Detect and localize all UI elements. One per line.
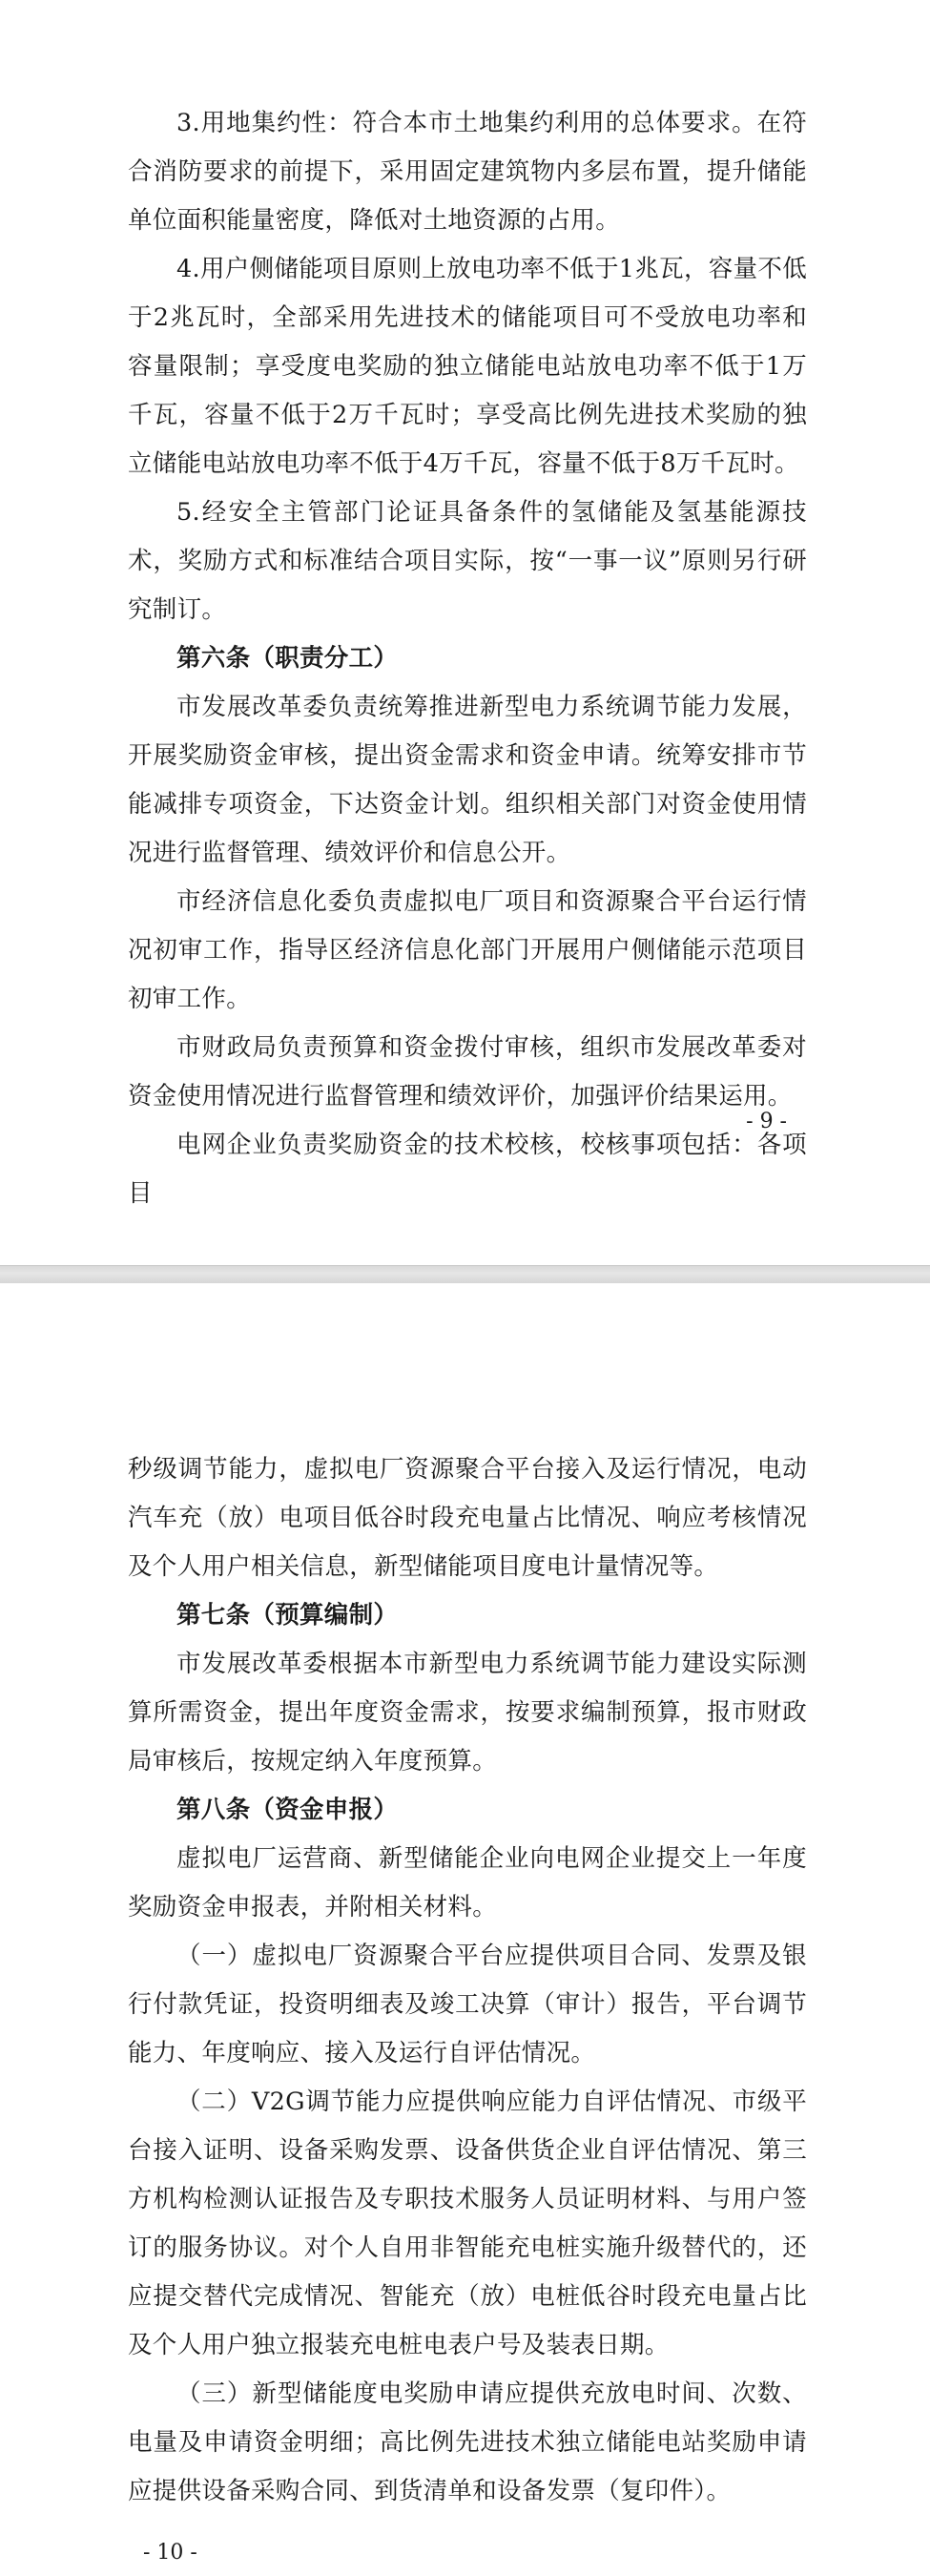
article-7-heading: 第七条（预算编制） [176, 1601, 399, 1630]
paragraph-hydrogen-storage: 5.经安全主管部门论证具备条件的氢储能及氢基能源技术，奖励方式和标准结合项目实际，按“一事一议”原则另行研究制订。 [128, 498, 807, 624]
paragraph-economy-commission-duties: 市经济信息化委负责虚拟电厂项目和资源聚合平台运行情况初审工作，指导区经济信息化部门开展用户侧储能示范项目初审工作。 [128, 887, 807, 1013]
paragraph-storage-capacity: 4.用户侧储能项目原则上放电功率不低于1兆瓦，容量不低于2兆瓦时，全部采用先进技术的储能项目可不受放电功率和容量限制；享受度电奖励的独立储能电站放电功率不低于1万千瓦，容量不低于2万千瓦时；享受高比例先进技术奖励的独立储能电站放电功率不低于4万千瓦，容量不低于8万千瓦时。 [128, 255, 807, 478]
paragraph-fund-application: 虚拟电厂运营商、新型储能企业向电网企业提交上一年度奖励资金申报表，并附相关材料。 [128, 1844, 807, 1922]
paragraph-item-1-vpp-platform: （一）虚拟电厂资源聚合平台应提供项目合同、发票及银行付款凭证，投资明细表及竣工决算（审计）报告，平台调节能力、年度响应、接入及运行自评估情况。 [128, 1942, 807, 2067]
page-number-10: - 10 - [143, 2541, 197, 2565]
paragraph-grid-enterprise-duties: 电网企业负责奖励资金的技术校核，校核事项包括：各项目 [128, 1131, 807, 1208]
paragraph-verification-items-continued: 秒级调节能力，虚拟电厂资源聚合平台接入及运行情况，电动汽车充（放）电项目低谷时段充电量占比情况、响应考核情况及个人用户相关信息，新型储能项目度电计量情况等。 [128, 1455, 807, 1581]
page-9-body [128, 99, 807, 1218]
article-8-heading: 第八条（资金申报） [176, 1796, 399, 1824]
paragraph-item-3-storage-reward: （三）新型储能度电奖励申请应提供充放电时间、次数、电量及申请资金明细；高比例先进技术独立储能电站奖励申请应提供设备采购合同、到货清单和设备发票（复印件）。 [128, 2379, 807, 2505]
page-number-9: - 9 - [746, 1110, 787, 1133]
paragraph-item-2-v2g: （二）V2G调节能力应提供响应能力自评估情况、市级平台接入证明、设备采购发票、设备供货企业自评估情况、第三方机构检测认证报告及专职技术服务人员证明材料、与用户签订的服务协议。对个人自用非智能充电桩实施升级替代的，还应提交替代完成情况、智能充（放）电桩低谷时段充电量占比及个人用户独立报装充电桩电表户号及装表日期。 [128, 2088, 807, 2359]
document-page-9 [0, 0, 930, 1265]
page-separator [0, 1265, 930, 1285]
article-6-heading: 第六条（职责分工） [176, 644, 399, 673]
page-10-body [128, 1445, 807, 2516]
paragraph-budget-preparation: 市发展改革委根据本市新型电力系统调节能力建设实际测算所需资金，提出年度资金需求，按要求编制预算，报市财政局审核后，按规定纳入年度预算。 [128, 1650, 807, 1776]
paragraph-land-use: 3.用地集约性：符合本市土地集约利用的总体要求。在符合消防要求的前提下，采用固定建筑物内多层布置，提升储能单位面积能量密度，降低对土地资源的占用。 [128, 109, 807, 235]
paragraph-finance-bureau-duties: 市财政局负责预算和资金拨付审核，组织市发展改革委对资金使用情况进行监督管理和绩效评价，加强评价结果运用。 [128, 1033, 807, 1111]
document-page-10 [0, 1283, 930, 2576]
paragraph-ndrc-duties: 市发展改革委负责统筹推进新型电力系统调节能力发展，开展奖励资金审核，提出资金需求和资金申请。统筹安排市节能减排专项资金，下达资金计划。组织相关部门对资金使用情况进行监督管理、绩效评价和信息公开。 [128, 693, 807, 867]
